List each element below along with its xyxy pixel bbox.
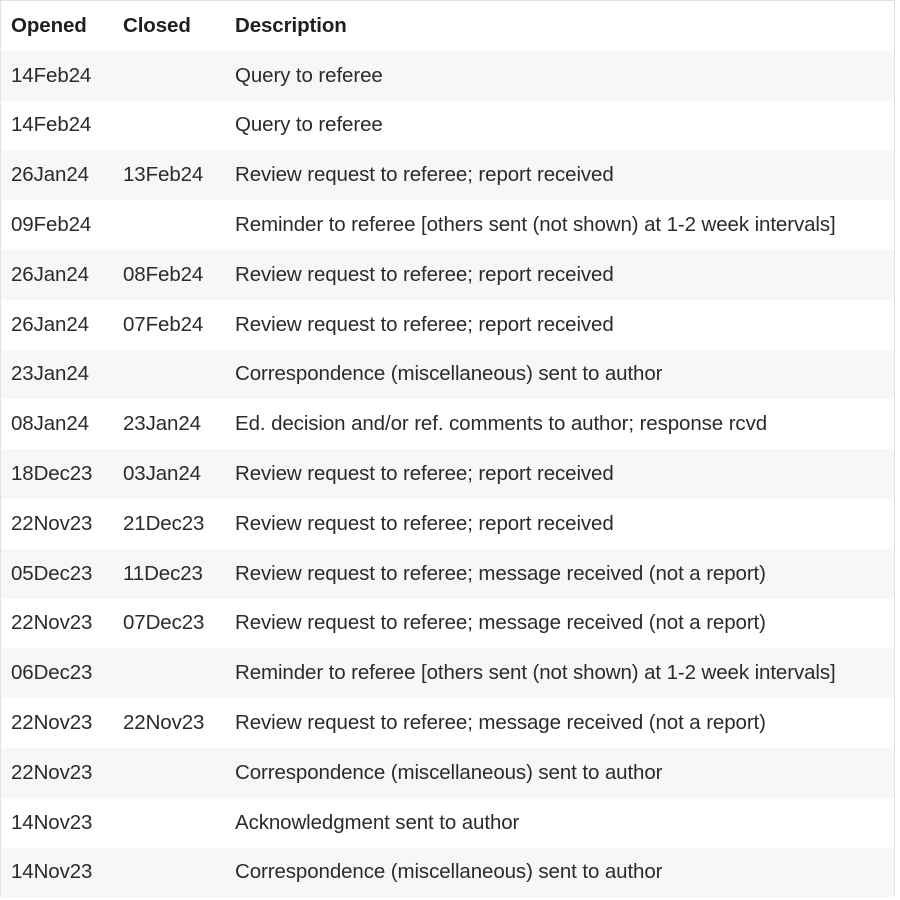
column-header-description: Description [235,13,347,37]
table-row [1,549,894,599]
cell-opened: 14Nov23 [1,798,113,848]
cell-opened: 26Jan24 [1,300,113,350]
cell-opened: 26Jan24 [1,250,113,300]
table-row [1,748,894,798]
table-row [1,449,894,499]
column-header-opened: Opened [11,13,87,37]
cell-description: Correspondence (miscellaneous) sent to author [225,350,894,400]
cell-description: Reminder to referee [others sent (not shown) at 1-2 week intervals] [225,200,894,250]
cell-closed [113,350,225,400]
cell-description: Review request to referee; message received (not a report) [225,599,894,649]
cell-closed: 22Nov23 [113,698,225,748]
cell-description: Query to referee [225,101,894,151]
cell-closed [113,101,225,151]
table-row [1,350,894,400]
cell-opened: 14Feb24 [1,101,113,151]
cell-opened: 22Nov23 [1,599,113,649]
cell-description: Review request to referee; report received [225,150,894,200]
cell-opened: 08Jan24 [1,399,113,449]
table-row [1,250,894,300]
cell-closed [113,748,225,798]
table-row [1,499,894,549]
cell-opened: 26Jan24 [1,150,113,200]
cell-opened: 18Dec23 [1,449,113,499]
cell-description: Review request to referee; message received (not a report) [225,698,894,748]
cell-opened: 06Dec23 [1,648,113,698]
cell-description: Ed. decision and/or ref. comments to author; response rcvd [225,399,894,449]
cell-closed: 07Feb24 [113,300,225,350]
table-row [1,51,894,101]
cell-description: Acknowledgment sent to author [225,798,894,848]
cell-closed [113,848,225,898]
table-row [1,101,894,151]
cell-description: Review request to referee; report received [225,300,894,350]
table-row [1,150,894,200]
cell-closed: 07Dec23 [113,599,225,649]
table-row [1,399,894,449]
cell-opened: 14Nov23 [1,848,113,898]
cell-opened: 14Feb24 [1,51,113,101]
cell-opened: 22Nov23 [1,748,113,798]
cell-closed [113,798,225,848]
cell-opened: 22Nov23 [1,499,113,549]
cell-description: Correspondence (miscellaneous) sent to author [225,748,894,798]
cell-description: Correspondence (miscellaneous) sent to author [225,848,894,898]
cell-closed: 21Dec23 [113,499,225,549]
cell-description: Query to referee [225,51,894,101]
cell-description: Reminder to referee [others sent (not shown) at 1-2 week intervals] [225,648,894,698]
cell-description: Review request to referee; report received [225,499,894,549]
cell-description: Review request to referee; message received (not a report) [225,549,894,599]
cell-closed: 11Dec23 [113,549,225,599]
header-row [1,1,894,51]
cell-description: Review request to referee; report received [225,449,894,499]
table-row [1,200,894,250]
history-table [1,1,894,897]
cell-opened: 22Nov23 [1,698,113,748]
cell-closed: 13Feb24 [113,150,225,200]
cell-closed [113,648,225,698]
column-header-closed: Closed [123,13,191,37]
table-row [1,300,894,350]
table-row [1,599,894,649]
cell-closed [113,51,225,101]
cell-closed: 23Jan24 [113,399,225,449]
table-row [1,698,894,748]
table-row [1,648,894,698]
cell-closed [113,200,225,250]
cell-opened: 09Feb24 [1,200,113,250]
table-row [1,848,894,898]
cell-closed: 03Jan24 [113,449,225,499]
cell-closed: 08Feb24 [113,250,225,300]
table-header [1,1,894,51]
cell-opened: 23Jan24 [1,350,113,400]
table-row [1,798,894,848]
table-body [1,51,894,898]
cell-opened: 05Dec23 [1,549,113,599]
cell-description: Review request to referee; report received [225,250,894,300]
